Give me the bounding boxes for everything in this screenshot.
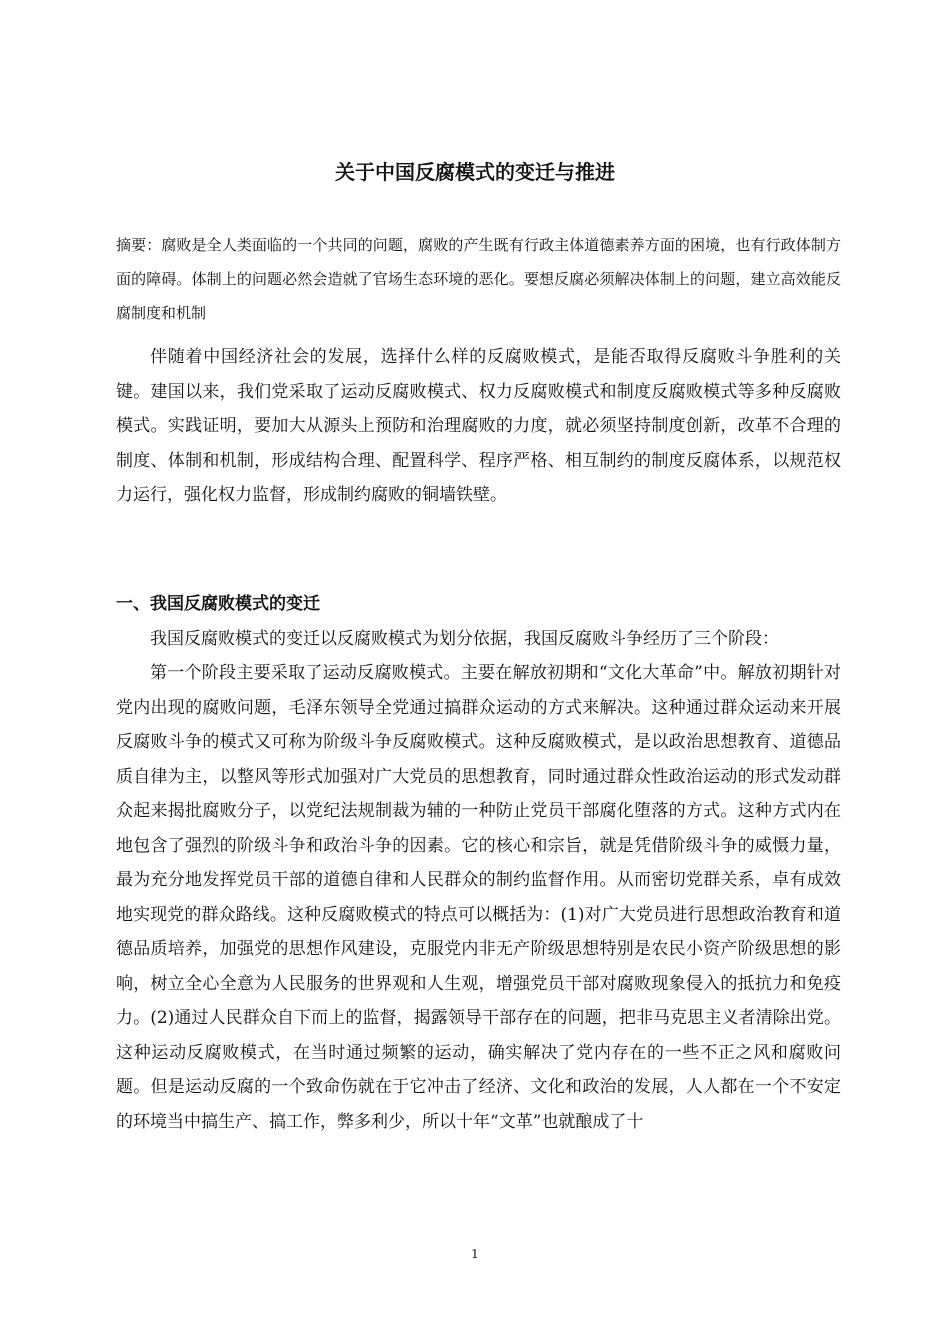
document-title: 关于中国反腐模式的变迁与推进 (335, 160, 615, 184)
section-paragraph-stages: 我国反腐败模式的变迁以反腐败模式为划分依据，我国反腐败斗争经历了三个阶段： (150, 629, 779, 649)
page-number: 1 (471, 1247, 479, 1261)
abstract-paragraph: 摘要：腐败是全人类面临的一个共同的问题，腐败的产生既有行政主体道德素养方面的困境，也有行政体制方面的障碍。体制上的问题必然会造就了官场生态环境的恶化。要想反腐必须解决体制上的问题，建立高效能反腐制度和机制 (116, 236, 841, 322)
section-heading: 一、我国反腐败模式的变迁 (116, 594, 320, 614)
intro-paragraph: 伴随着中国经济社会的发展，选择什么样的反腐败模式，是能否取得反腐败斗争胜利的关键。建国以来，我们党采取了运动反腐败模式、权力反腐败模式和制度反腐败模式等多种反腐败模式。实践证明，要加大从源头上预防和治理腐败的力度，就必须坚持制度创新，改革不合理的制度、体制和机制，形成结构合理、配置科学、程序严格、相互制约的制度反腐体系，以规范权力运行，强化权力监督，形成制约腐败的铜墙铁壁。 (116, 347, 841, 505)
section-paragraph-first-stage: 第一个阶段主要采取了运动反腐败模式。主要在解放初期和“文化大革命”中。解放初期针对党内出现的腐败问题，毛泽东领导全党通过搞群众运动的方式来解决。这种通过群众运动来开展反腐败斗争的模式又可称为阶级斗争反腐败模式。这种反腐败模式，是以政治思想教育、道德品质自律为主，以整风等形式加强对广大党员的思想教育，同时通过群众性政治运动的形式发动群众起来揭批腐败分子，以党纪法规制裁为辅的一种防止党员干部腐化堕落的方式。这种方式内在地包含了强烈的阶级斗争和政治斗争的因素。它的核心和宗旨，就是凭借阶级斗争的威慑力量，最为充分地发挥党员干部的道德自律和人民群众的制约监督作用。从而密切党群关系，卓有成效地实现党的群众路线。这种反腐败模式的特点可以概括为：(1)对广大党员进行思想政治教育和道德品质培养，加强党的思想作风建设，克服党内非无产阶级思想特别是农民小资产阶级思想的影响，树立全心全意为人民服务的世界观和人生观，增强党员干部对腐败现象侵入的抵抗力和免疫力。(2)通过人民群众自下而上的监督，揭露领导干部存在的问题，把非马克思主义者清除出党。这种运动反腐败模式，在当时通过频繁的运动，确实解决了党内存在的一些不正之风和腐败问题。但是运动反腐的一个致命伤就在于它冲击了经济、文化和政治的发展，人人都在一个不安定的环境当中搞生产、搞工作，弊多利少，所以十年“文革”也就酿成了十 (116, 663, 841, 1132)
